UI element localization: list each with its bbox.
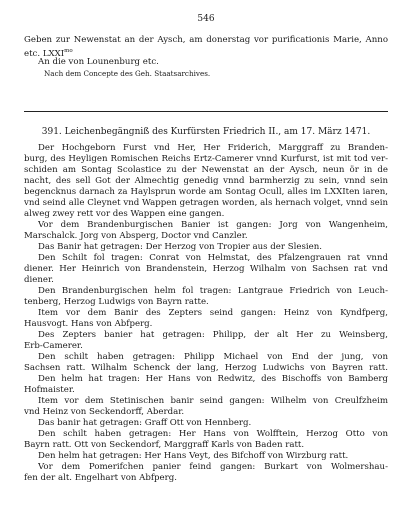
body-line: nacht, des sell Got der Almechtig genedig vnnd barmherzig zu sein, vnnd sein: [24, 176, 388, 186]
body-line: diener.: [24, 275, 54, 285]
body-line: Bayrn ratt. Ott von Seckendorf, Marggraff Karls von Baden ratt.: [24, 440, 305, 450]
body-line: Den Brandenburgischen helm fol tragen: Lantgraue Friedrich von Leuch-: [38, 286, 388, 296]
body-line: vnd Heinz von Seckendorff, Aberdar.: [24, 407, 185, 417]
body-line: Vor dem Pomerifchen panier feind gangen: Burkart von Wolmershau-: [38, 462, 388, 472]
body-line: Den Schilt fol tragen: Conrat von Helmstat, des Pfalzengrauen rat vnnd: [38, 253, 388, 263]
body-line: Des Zepters banier hat getragen: Philipp, der alt Her zu Weinsberg,: [38, 330, 388, 340]
body-line: schiden am Sontag Scolastice zu der Newenstat an der Aysch, neun ör in de: [24, 165, 388, 175]
body-line: Das Banir hat getragen: Der Herzog von Tropier aus der Slesien.: [38, 242, 322, 252]
body-line: alweg zwey rett vor des Wappen eine gangen.: [24, 209, 225, 219]
body-line: Hofmaister.: [24, 385, 75, 395]
closing-line-2: [24, 46, 388, 56]
body-line: Erb-Camerer.: [24, 341, 83, 351]
body-line: begencknus darnach za Haylsprun worde am Sontag Ocull, alles im LXXIten iaren,: [24, 187, 388, 197]
address-line: An die von Lounenburg etc.: [38, 57, 159, 67]
body-line: Den helm hat tragen: Her Hans von Redwitz, des Bischoffs von Bamberg: [38, 374, 388, 384]
body-line: Vor dem Brandenburgischen Banier ist gangen: Jorg von Wangenheim,: [38, 220, 388, 230]
closing-year: etc. LXXI: [24, 48, 65, 56]
body-line: Den helm hat getragen: Her Hans Veyt, des Bifchoff von Wirzburg ratt.: [38, 451, 349, 461]
body-line: Den schilt haben getragen: Philipp Michael von End der jung, von: [38, 352, 388, 362]
body-line: Sachsen ratt. Wilhalm Schenck der lang, Herzog Ludwichs von Bayren ratt.: [24, 363, 388, 373]
closing-line-1: Geben zur Newenstat an der Aysch, am donerstag vor purificationis Marie, Anno: [24, 35, 388, 45]
body-line: Das banir hat getragen: Graff Ott von Hennberg.: [38, 418, 252, 428]
section-divider: [24, 111, 388, 112]
body-line: Hausvogt. Hans von Abfperg.: [24, 319, 153, 329]
body-line: Der Hochgeborn Furst vnd Her, Her Friderich, Marggraff zu Branden-: [38, 143, 388, 153]
closing-year-suffix: mo: [64, 48, 73, 54]
body-line: Marschalck. Jorg von Absperg, Doctor vnd Canzler.: [24, 231, 248, 241]
body-line: fen der alt. Engelhart von Abfperg.: [24, 473, 177, 483]
body-line: Item vor dem Stetinischen banir seind gangen: Wilhelm von Creulfzheim: [38, 396, 388, 406]
body-line: vnd seind alle Cleynet vnd Wappen getragen worden, als hernach volget, vnnd sein: [24, 198, 388, 208]
body-line: Den schilt haben getragen: Her Hans von Wolfftein, Herzog Otto von: [38, 429, 388, 439]
body-line: diener. Her Heinrich von Brandenstein, Herzog Wilhalm von Sachsen rat vnd: [24, 264, 388, 274]
section-heading: 391. Leichenbegängniß des Kurfürsten Friedrich II., am 17. März 1471.: [41, 127, 371, 137]
body-line: Item vor dem Banir des Zepters seind gangen: Heinz von Kyndfperg,: [38, 308, 388, 318]
source-note: Nach dem Concepte des Geh. Staatsarchives.: [44, 69, 211, 78]
page-number: 546: [197, 14, 215, 24]
body-line: burg, des Heyligen Romischen Reichs Ertz-Camerer vnnd Kurfurst, ist mit tod ver-: [24, 154, 388, 164]
body-line: tenberg, Herzog Ludwigs von Bayrn ratte.: [24, 297, 209, 307]
